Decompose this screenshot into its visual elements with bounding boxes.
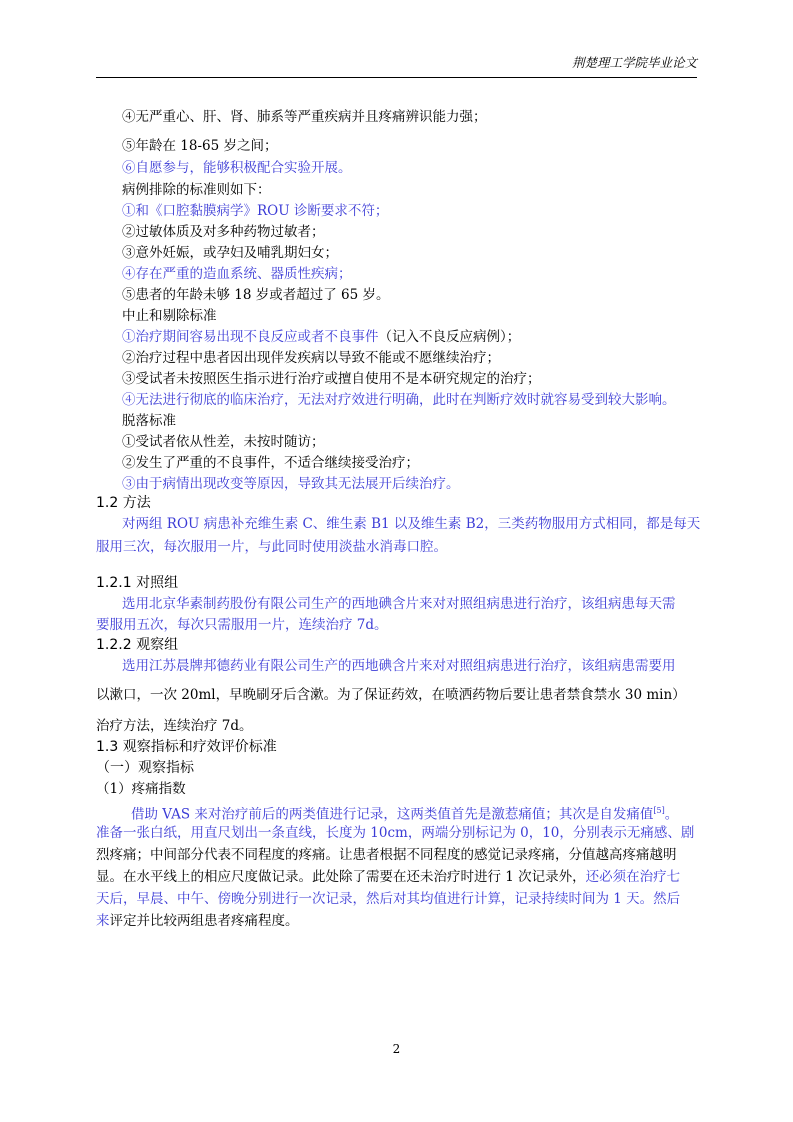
- inclusion-item-5: ⑤年龄在 18-65 岁之间；: [122, 138, 278, 154]
- section-1-2-1-line-1: 选用北京华素制药股份有限公司生产的西地碘含片来对对照组病患进行治疗，该组病患每天需: [122, 596, 676, 612]
- termination-item-1-main: ①治疗期间容易出现不良反应或者不良事件: [122, 329, 379, 345]
- section-1-2-2-line-1: 选用江苏晨牌邦德药业有限公司生产的西地碘含片来对对照组病患进行治疗，该组病患需要用: [122, 658, 676, 674]
- inclusion-item-4: ④无严重心、肝、肾、肺系等严重疾病并且疼痛辨识能力强；: [122, 109, 487, 125]
- section-1-2-2-line-2: 以漱口，一次 20ml，早晚刷牙后含漱。为了保证药效，在喷洒药物后要让患者禁食禁水 30 min）: [96, 687, 686, 703]
- pain-para-line-6: [96, 911, 299, 931]
- pain-para-line-4-blue: 还必须在治疗七: [585, 869, 681, 885]
- termination-item-1: [122, 327, 520, 347]
- termination-item-4: ④无法进行彻底的临床治疗，无法对疗效进行明确，此时在判断疗效时就容易受到较大影响。: [122, 392, 676, 408]
- exclusion-item-3: ③意外妊娠，或孕妇及哺乳期妇女；: [122, 245, 338, 261]
- termination-item-2: ②治疗过程中患者因出现伴发疾病以导致不能或不愿继续治疗；: [122, 350, 500, 366]
- dropout-item-1: ①受试者依从性差，未按时随访；: [122, 434, 325, 450]
- page-number: 2: [392, 1042, 401, 1056]
- termination-item-1-note: （记入不良反应病例）；: [378, 329, 521, 345]
- exclusion-title: 病例排除的标准则如下：: [122, 182, 271, 198]
- section-1-3-subheading: （一）观察指标: [96, 760, 194, 776]
- pain-para-line-3: 烈疼痛；中间部分代表不同程度的疼痛。让患者根据不同程度的感觉记录疼痛，分值越高疼痛越明: [96, 847, 677, 863]
- section-1-3-heading: 1.3 观察指标和疗效评价标准: [96, 739, 277, 755]
- pain-para-line-1: [131, 801, 678, 825]
- pain-para-line-4-text: 显。在水平线上的相应尺度做记录。此处除了需要在还未治疗时进行 1 次记录外，: [96, 869, 586, 885]
- pain-para-line-6-blue: 来: [96, 913, 110, 929]
- section-1-2-line-2-text: 服用三次，每次服用一片，与此同时使用淡盐水消毒口腔。: [96, 539, 447, 555]
- dropout-item-3: ③由于病情出现改变等原因，导致其无法展开后续治疗。: [122, 476, 460, 492]
- pain-index-item: （1）疼痛指数: [96, 781, 186, 797]
- section-1-2-1-line-2: 要服用五次，每次只需服用一片，连续治疗 7d。: [96, 617, 388, 633]
- exclusion-item-4: ④存在严重的造血系统、器质性疾病；: [122, 266, 352, 282]
- inclusion-item-6: ⑥自愿参与，能够积极配合实验开展。: [122, 160, 352, 176]
- citation-ref: [5]: [653, 806, 665, 815]
- exclusion-item-1: ①和《口腔黏膜病学》ROU 诊断要求不符；: [122, 203, 389, 219]
- termination-item-3: ③受试者未按照医生指示进行治疗或擅自使用不是本研究规定的治疗；: [122, 371, 541, 387]
- section-1-2-line-1: 对两组 ROU 病患补充维生素 C、维生素 B1 以及维生素 B2，三类药物服用方式相同，都是每天: [122, 516, 701, 532]
- termination-title: 中止和剔除标准: [122, 308, 217, 324]
- section-1-2-line-2: [96, 537, 447, 557]
- dropout-title: 脱落标准: [122, 413, 176, 429]
- section-1-2-2-line-3: 治疗方法，连续治疗 7d。: [96, 718, 253, 734]
- section-1-2-2-heading: 1.2.2 观察组: [96, 637, 179, 653]
- exclusion-item-5: ⑤患者的年龄未够 18 岁或者超过了 65 岁。: [122, 287, 390, 303]
- pain-para-line-6-text: 评定并比较两组患者疼痛程度。: [109, 913, 299, 929]
- pain-para-line-2: 准备一张白纸，用直尺划出一条直线，长度为 10cm，两端分别标记为 0，10，分别表示无痛感、剧: [96, 825, 695, 841]
- section-1-2-heading: 1.2 方法: [96, 495, 151, 511]
- pain-para-line-4: [96, 867, 680, 887]
- pain-para-line-1-end: 。: [664, 806, 679, 823]
- dropout-item-2: ②发生了严重的不良事件，不适合继续接受治疗；: [122, 455, 419, 471]
- page-header: 荆楚理工学院毕业论文: [96, 53, 697, 78]
- pain-para-line-5: 天后，早晨、中午、傍晚分别进行一次记录，然后对其均值进行计算，记录持续时间为 1 天。然后: [96, 891, 681, 907]
- pain-para-line-1-text: 借助 VAS 来对治疗前后的两类值进行记录，这两类值首先是激惹痛值；其次是自发痛值: [131, 806, 654, 823]
- exclusion-item-2: ②过敏体质及对多种药物过敏者；: [122, 224, 325, 240]
- section-1-2-1-heading: 1.2.1 对照组: [96, 575, 179, 591]
